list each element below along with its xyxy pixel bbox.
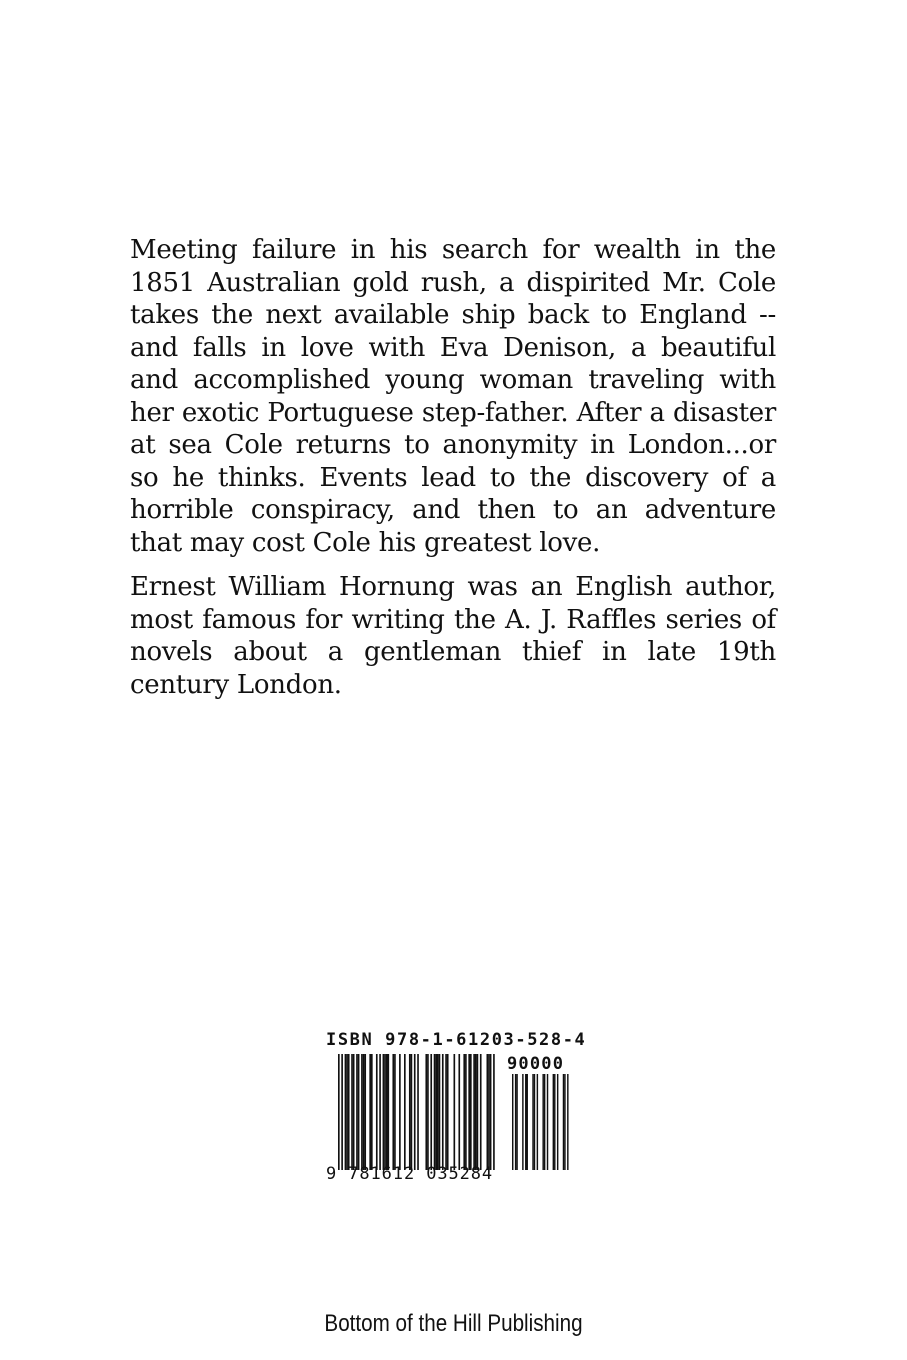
barcode-bar [534,1074,535,1170]
barcode-bar [463,1054,465,1170]
barcode-bar [414,1054,416,1170]
barcode-bar [532,1074,533,1170]
barcode-bar [537,1074,538,1170]
barcode-bar [493,1054,495,1170]
ean-digits: 9 781612 035284 [326,1164,494,1184]
barcode-bar [384,1054,386,1170]
barcode-bar [445,1054,447,1170]
barcode-bar [417,1054,419,1170]
barcode-bar [411,1054,413,1170]
barcode-bar [437,1054,439,1170]
barcode-bar [442,1054,444,1170]
barcode-bar [435,1054,437,1170]
barcode-bar [564,1074,565,1170]
barcode-bar [358,1054,360,1170]
barcode-bar [488,1054,490,1170]
barcode-bar [394,1054,396,1170]
barcode-bar [553,1074,554,1170]
barcode-bar [346,1054,348,1170]
barcode-bar [544,1074,545,1170]
barcode-bar [361,1054,363,1170]
barcode-bar [341,1054,343,1170]
barcode-bar [490,1054,492,1170]
barcode-bar [399,1054,401,1170]
barcode-bar [475,1054,477,1170]
barcode-bar [430,1054,432,1170]
barcode-bar [383,1054,385,1170]
barcode-bar [465,1054,467,1170]
barcode-bar [364,1054,366,1170]
barcode-bar [522,1074,523,1170]
barcode-bar [353,1054,355,1170]
blurb-paragraph-1: Meeting failure in his search for wealth in the 1851 Australian gold rush, a dispirited Mr. Cole takes the next available ship back to England -- and falls in love with Eva Denison, a beautiful and accomplished young woman traveling with her exotic Portuguese step-father. After a disaster at sea Cole returns to anonymity in London...or so he thinks. Events lead to the discovery of a horrible conspiracy, and then to an adventure that may cost Cole his greatest love. [130,235,776,558]
barcode-bar [567,1074,568,1170]
barcode-bar [516,1074,517,1170]
barcode-bar [468,1054,470,1170]
barcode-bar [388,1054,390,1170]
barcode-bar [458,1054,460,1170]
isbn-label: ISBN 978-1-61203-528-4 [326,1030,587,1050]
barcode-bar [542,1074,543,1170]
barcode-bar [470,1054,472,1170]
barcode-bar [525,1074,526,1170]
barcode-bar [392,1054,394,1170]
barcode-bar [512,1074,513,1170]
barcode-bar [480,1054,482,1170]
barcode-bar [447,1054,449,1170]
barcode-bar [434,1054,436,1170]
barcode-bar [363,1054,365,1170]
barcode-bar [369,1054,371,1170]
barcode-bar [563,1074,564,1170]
barcode-bar [345,1054,347,1170]
barcode-bar [386,1054,388,1170]
barcode-bar [376,1054,378,1170]
barcode-bar [554,1074,555,1170]
blurb [130,234,776,713]
barcode-bar [348,1054,350,1170]
ean-bars [338,1054,495,1170]
barcode-bar [547,1074,548,1170]
publisher-name: Bottom of the Hill Publishing [324,1310,583,1337]
barcode-bar [338,1054,340,1170]
barcode-bar [557,1074,558,1170]
barcode-bar [427,1054,429,1170]
barcode-bar [439,1054,441,1170]
barcode-bar [404,1054,406,1170]
barcode-bar [371,1054,373,1170]
blurb-paragraph-2: Ernest William Hornung was an English author, most famous for writing the A. J. Raffles series of novels about a gentleman thief in late 19th century London. [130,572,776,700]
addon-bars [512,1074,569,1170]
barcode-bar [473,1054,475,1170]
barcode-bar [454,1054,456,1170]
barcode-bar [379,1054,381,1170]
barcode-bar [527,1074,528,1170]
barcode-bar [515,1074,516,1170]
price-code: 90000 [507,1054,565,1074]
barcode-bar [356,1054,358,1170]
isbn-barcode [326,1030,588,1190]
barcode-bar [409,1054,411,1170]
barcode-bar [487,1054,489,1170]
barcode-bar [351,1054,353,1170]
barcode-bar [425,1054,427,1170]
barcode-bar [477,1054,479,1170]
